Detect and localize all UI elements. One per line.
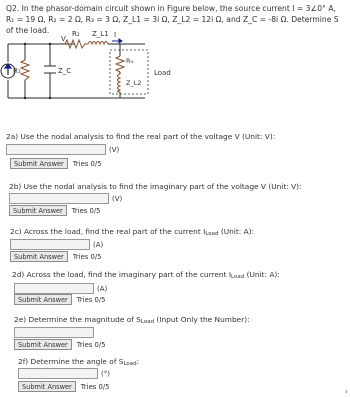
part-c-tries: Tries 0/5	[72, 252, 102, 261]
part-d-submit-button[interactable]: Submit Answer	[14, 294, 72, 305]
part-a-prompt: 2a) Use the nodal analysis to find the real part of the voltage V (Unit: V):	[6, 132, 276, 141]
part-b-prompt: 2b) Use the nodal analysis to find the imaginary part of the voltage V (Unit: V):	[9, 182, 302, 191]
part-a-tries: Tries 0/5	[72, 159, 102, 168]
part-c-submit-button[interactable]: Submit Answer	[10, 251, 68, 262]
part-a-unit: (V)	[109, 145, 120, 154]
part-e-prompt: 2e) Determine the magnitude of SLoad (Input Only the Number):	[14, 315, 250, 325]
part-b-unit: (V)	[112, 194, 123, 203]
zc-label: Z_C	[58, 67, 72, 75]
part-c-prompt: 2c) Across the load, find the real part of the current ILoad (Unit: A):	[10, 227, 255, 237]
part-a-submit-button[interactable]: Submit Answer	[10, 158, 68, 169]
part-f-prompt: 2f) Determine the angle of SLoad:	[18, 357, 140, 367]
part-f-submit-button[interactable]: Submit Answer	[18, 381, 76, 392]
part-b-tries: Tries 0/5	[71, 206, 101, 215]
part-e-submit-button[interactable]: Submit Answer	[14, 339, 72, 350]
part-f-unit: (°)	[101, 369, 110, 378]
part-d-unit: (A)	[97, 284, 108, 293]
part-c-answer-input[interactable]	[10, 239, 90, 250]
part-a-answer-input[interactable]	[6, 144, 106, 155]
part-f-answer-input[interactable]	[18, 368, 98, 379]
v-label: V	[61, 35, 66, 43]
part-d-tries: Tries 0/5	[76, 295, 106, 304]
zl2-label: Z_L2	[126, 79, 142, 87]
part-e-answer-input[interactable]	[14, 327, 94, 338]
zl1-label: Z_L1	[92, 30, 109, 38]
part-d-answer-input[interactable]	[14, 283, 94, 294]
r2-label: R₂	[72, 30, 80, 38]
part-f-tries: Tries 0/5	[80, 382, 110, 391]
i-label: I	[114, 31, 117, 39]
chevron-right-icon[interactable]: ›	[344, 387, 348, 396]
part-c-unit: (A)	[93, 240, 104, 249]
load-label: Load	[154, 69, 171, 77]
circuit-diagram	[0, 28, 200, 126]
question-text: Q2. In the phasor-domain circuit shown in Figure below, the source current I = 3∠0° A, R₁ = 19 Ω, R₂ = 2 Ω, R₃ = 3 Ω, Z_L1 = 3i Ω, Z_L2 = 12i Ω, and Z_C = -8i Ω. Determine S of the load.	[6, 4, 339, 35]
part-e-tries: Tries 0/5	[76, 340, 106, 349]
part-b-submit-button[interactable]: Submit Answer	[9, 205, 67, 216]
part-d-prompt: 2d) Across the load, find the imaginary part of the current ILoad (Unit: A):	[12, 270, 280, 280]
r3-label: R₃	[126, 57, 134, 65]
r1-label: R₁	[13, 67, 21, 75]
part-b-answer-input[interactable]	[9, 193, 109, 204]
